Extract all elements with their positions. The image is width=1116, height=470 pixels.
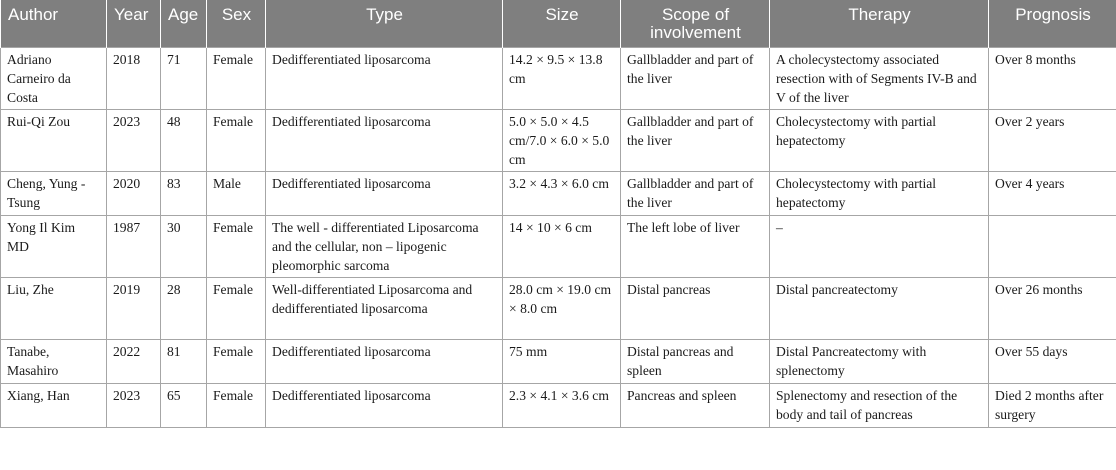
cell-size: 14.2 × 9.5 × 13.8 cm bbox=[503, 48, 621, 110]
table-row bbox=[1, 110, 1116, 172]
cell-type: Dedifferentiated liposarcoma bbox=[266, 340, 503, 384]
cell-age: 83 bbox=[161, 172, 207, 216]
cell-scope: Distal pancreas and spleen bbox=[621, 340, 770, 384]
table-row bbox=[1, 384, 1116, 428]
cell-author: Liu, Zhe bbox=[1, 278, 107, 340]
cell-prognosis: Over 55 days bbox=[989, 340, 1116, 384]
cell-type: Dedifferentiated liposarcoma bbox=[266, 48, 503, 110]
cell-type: Well-differentiated Liposarcoma and dedifferentiated liposarcoma bbox=[266, 278, 503, 340]
header-therapy: Therapy bbox=[770, 0, 989, 48]
cell-type: Dedifferentiated liposarcoma bbox=[266, 384, 503, 428]
cell-author: Xiang, Han bbox=[1, 384, 107, 428]
cell-type: The well - differentiated Liposarcoma and the cellular, non – lipogenic pleomorphic sarcoma bbox=[266, 216, 503, 278]
header-year: Year bbox=[107, 0, 161, 48]
cell-sex: Female bbox=[207, 110, 266, 172]
header-age: Age bbox=[161, 0, 207, 48]
cell-sex: Male bbox=[207, 172, 266, 216]
cell-type: Dedifferentiated liposarcoma bbox=[266, 172, 503, 216]
cell-sex: Female bbox=[207, 384, 266, 428]
cell-sex: Female bbox=[207, 340, 266, 384]
cell-therapy: Distal pancreatectomy bbox=[770, 278, 989, 340]
header-prognosis: Prognosis bbox=[989, 0, 1116, 48]
cell-therapy: Cholecystectomy with partial hepatectomy bbox=[770, 110, 989, 172]
cell-therapy: Splenectomy and resection of the body and tail of pancreas bbox=[770, 384, 989, 428]
table-row bbox=[1, 278, 1116, 340]
cell-prognosis: Over 4 years bbox=[989, 172, 1116, 216]
cell-size: 14 × 10 × 6 cm bbox=[503, 216, 621, 278]
table-row bbox=[1, 340, 1116, 384]
cell-therapy: Cholecystectomy with partial hepatectomy bbox=[770, 172, 989, 216]
cell-scope: Distal pancreas bbox=[621, 278, 770, 340]
header-type: Type bbox=[266, 0, 503, 48]
cell-author: Rui-Qi Zou bbox=[1, 110, 107, 172]
cell-age: 81 bbox=[161, 340, 207, 384]
cell-year: 1987 bbox=[107, 216, 161, 278]
cell-year: 2022 bbox=[107, 340, 161, 384]
table-row bbox=[1, 48, 1116, 110]
cell-sex: Female bbox=[207, 278, 266, 340]
cell-sex: Female bbox=[207, 216, 266, 278]
cell-scope: The left lobe of liver bbox=[621, 216, 770, 278]
header-size: Size bbox=[503, 0, 621, 48]
cell-age: 48 bbox=[161, 110, 207, 172]
cell-year: 2023 bbox=[107, 110, 161, 172]
cell-year: 2018 bbox=[107, 48, 161, 110]
header-row bbox=[1, 0, 1116, 48]
cell-author: Adriano Carneiro da Costa bbox=[1, 48, 107, 110]
cell-author: Cheng, Yung - Tsung bbox=[1, 172, 107, 216]
cell-prognosis: Died 2 months after surgery bbox=[989, 384, 1116, 428]
cell-therapy: – bbox=[770, 216, 989, 278]
table-row bbox=[1, 172, 1116, 216]
cell-size: 28.0 cm × 19.0 cm × 8.0 cm bbox=[503, 278, 621, 340]
cell-age: 71 bbox=[161, 48, 207, 110]
cell-prognosis: Over 26 months bbox=[989, 278, 1116, 340]
cell-scope: Gallbladder and part of the liver bbox=[621, 172, 770, 216]
cell-scope: Pancreas and spleen bbox=[621, 384, 770, 428]
cell-age: 65 bbox=[161, 384, 207, 428]
cell-year: 2023 bbox=[107, 384, 161, 428]
cell-prognosis: Over 2 years bbox=[989, 110, 1116, 172]
cell-type: Dedifferentiated liposarcoma bbox=[266, 110, 503, 172]
cell-prognosis bbox=[989, 216, 1116, 278]
cell-scope: Gallbladder and part of the liver bbox=[621, 110, 770, 172]
table-row bbox=[1, 216, 1116, 278]
cell-size: 75 mm bbox=[503, 340, 621, 384]
cell-size: 5.0 × 5.0 × 4.5 cm/7.0 × 6.0 × 5.0 cm bbox=[503, 110, 621, 172]
cell-year: 2020 bbox=[107, 172, 161, 216]
cell-therapy: Distal Pancreatectomy with splenectomy bbox=[770, 340, 989, 384]
cell-age: 30 bbox=[161, 216, 207, 278]
cell-size: 3.2 × 4.3 × 6.0 cm bbox=[503, 172, 621, 216]
header-scope: Scope of involvement bbox=[621, 0, 770, 48]
cell-sex: Female bbox=[207, 48, 266, 110]
header-sex: Sex bbox=[207, 0, 266, 48]
header-author: Author bbox=[1, 0, 107, 48]
cell-author: Tanabe, Masahiro bbox=[1, 340, 107, 384]
cell-scope: Gallbladder and part of the liver bbox=[621, 48, 770, 110]
cell-prognosis: Over 8 months bbox=[989, 48, 1116, 110]
cell-age: 28 bbox=[161, 278, 207, 340]
cell-year: 2019 bbox=[107, 278, 161, 340]
cell-author: Yong Il Kim MD bbox=[1, 216, 107, 278]
cell-therapy: A cholecystectomy associated resection with of Segments IV-B and V of the liver bbox=[770, 48, 989, 110]
cell-size: 2.3 × 4.1 × 3.6 cm bbox=[503, 384, 621, 428]
